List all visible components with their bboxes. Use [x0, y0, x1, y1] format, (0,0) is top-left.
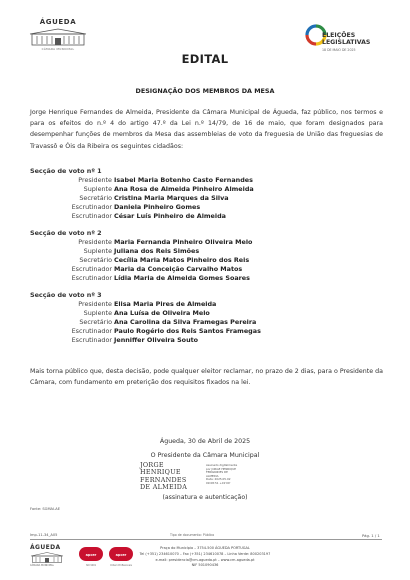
- footer-nif: NIF 501090436: [191, 563, 219, 568]
- document-code: Imp-11-34_A05: [30, 533, 58, 537]
- member-name: Ana Rosa de Almeida Pinheiro Almeida: [114, 185, 254, 193]
- member-role: Escrutinador: [71, 265, 112, 273]
- member-role: Suplente: [83, 309, 112, 317]
- member-row: [30, 212, 254, 221]
- member-role: Secretário: [79, 256, 112, 264]
- signature-block: [0, 436, 410, 461]
- polling-section-3: [30, 291, 261, 345]
- member-row: [30, 247, 252, 256]
- member-name: Jenniffer Oliveira Souto: [114, 336, 199, 344]
- signature-meta-line: por JORGE HENRIQUE: [206, 466, 237, 471]
- footer-divider: [30, 539, 382, 540]
- signature-name-line: HENRIQUE: [140, 468, 181, 477]
- signature-meta-line: Data: 2025.05.02: [206, 477, 231, 482]
- member-row: [30, 256, 252, 265]
- polling-section-1: [30, 167, 254, 221]
- town-hall-icon: [28, 28, 88, 46]
- elections-logo-line1: ELEIÇÕES: [322, 32, 356, 39]
- member-role: Presidente: [78, 238, 112, 246]
- section-title: Secção de voto nº 3: [30, 291, 102, 299]
- place-and-date: Águeda, 30 de Abril de 2025: [159, 438, 251, 445]
- footer-logo-name: ÁGUEDA: [30, 544, 61, 551]
- apcer-subtitle: Ordem Profissionais: [110, 564, 132, 567]
- elections-logo-line2: LEGISLATIVAS: [322, 39, 371, 46]
- member-role: Escrutinador: [71, 336, 112, 344]
- signature-name-line: JORGE: [140, 461, 164, 469]
- signature-meta-line: Assinado digitalmente: [206, 463, 238, 467]
- member-name: Lídia Maria de Almeida Gomes Soares: [114, 274, 250, 282]
- apcer-label: apcer: [115, 553, 127, 557]
- member-name: Maria da Conceição Carvalho Matos: [114, 265, 243, 273]
- member-role: Secretário: [79, 194, 112, 202]
- page-number: Pág. 1 / 1: [362, 533, 380, 538]
- section-title: Secção de voto nº 1: [30, 167, 102, 175]
- member-row: [30, 309, 261, 318]
- closing-paragraph: Mais torna público que, desta decisão, pode qualquer eleitor reclamar, no prazo de 2 dias, para o Presidente da Câmara, com fundamento em preterição dos requisitos fixados na lei.: [30, 368, 383, 387]
- member-name: Paulo Rogério dos Reis Santos Framegas: [114, 327, 261, 335]
- member-role: Presidente: [78, 300, 112, 308]
- document-title: EDITAL: [181, 52, 229, 66]
- member-row: [30, 194, 254, 203]
- signature-meta-line: ALMEIDA: [206, 473, 219, 478]
- member-role: Escrutinador: [71, 274, 112, 282]
- member-name: Cristina Maria Marques da Silva: [114, 194, 229, 202]
- signer-role: O Presidente da Câmara Municipal: [150, 452, 260, 459]
- member-row: [30, 318, 261, 327]
- signature-metadata: [206, 464, 276, 486]
- member-name: Isabel Maria Botenho Casto Fernandes: [114, 176, 253, 184]
- member-row: [30, 176, 254, 185]
- footer-address: Praça do Município – 3754-500 ÁGUEDA PORTUGAL: [160, 546, 250, 550]
- signature-meta-line: 09:08:51 +01'00': [206, 480, 231, 485]
- member-name: Ana Carolina da Silva Framegas Pereira: [114, 318, 257, 326]
- member-name: César Luís Pinheiro de Almeida: [114, 212, 226, 220]
- footer-web: e-mail: presidencia@cm-agueda.pt – www.cm-agueda.pt: [155, 557, 255, 562]
- member-name: Juliana dos Reis Simões: [114, 247, 200, 255]
- section-title: Secção de voto nº 2: [30, 229, 102, 237]
- footer-logo-subtitle: CÂMARA MUNICIPAL: [30, 564, 54, 567]
- member-role: Escrutinador: [71, 212, 112, 220]
- agueda-logo-name: ÁGUEDA: [39, 18, 77, 26]
- polling-section-2: [30, 229, 252, 283]
- digital-signature: [140, 462, 280, 494]
- apcer-subtitle: ISO 9001: [85, 564, 97, 567]
- signature-name: [140, 462, 202, 492]
- member-role: Escrutinador: [71, 203, 112, 211]
- member-row: [30, 274, 252, 283]
- footer-phones: Tel (+351) 234610070 – Fax (+351) 234610078 – Linha Verde: 800203197: [139, 551, 271, 556]
- intro-paragraph: Jorge Henrique Fernandes de Almeida, Presidente da Câmara Municipal de Águeda, faz público, nos termos e para os efeitos do n.º 4 do artigo 47.º da Lei n.º 14/79, de 16 de maio, que foram designados para desempenhar funções de membros da Mesa das assembleias de voto da freguesia de União das freguesias de Travassô e Óis da Ribeira os seguintes cidadãos:: [30, 109, 383, 150]
- signature-name-line: DE ALMEIDA: [140, 483, 188, 492]
- member-row: [30, 238, 252, 247]
- signature-note: (assinatura e autenticação): [162, 494, 248, 501]
- agueda-logo: [28, 18, 88, 51]
- member-role: Suplente: [83, 247, 112, 255]
- member-name: Maria Fernanda Pinheiro Oliveira Melo: [114, 238, 253, 246]
- member-name: Daniela Pinheiro Gomes: [114, 203, 201, 211]
- member-row: [30, 327, 261, 336]
- member-role: Secretário: [79, 318, 112, 326]
- elections-logo-text: [322, 32, 370, 46]
- agueda-logo-subtitle: CÂMARA MUNICIPAL: [41, 47, 75, 51]
- member-role: Suplente: [83, 185, 112, 193]
- member-name: Elisa Maria Pires de Almeida: [114, 300, 217, 308]
- member-role: Escrutinador: [71, 327, 112, 335]
- member-row: [30, 265, 252, 274]
- member-role: Presidente: [78, 176, 112, 184]
- footer-contacts: [0, 546, 410, 569]
- member-row: [30, 203, 254, 212]
- elections-logo-date: 18 DE MAIO DE 2025: [322, 48, 356, 52]
- source-note: Fonte: SGMAI-AE: [30, 507, 61, 511]
- member-row: [30, 185, 254, 194]
- document-classification: Tipo de documento: Público: [170, 533, 215, 537]
- document-subtitle: DESIGNAÇÃO DOS MEMBROS DA MESA: [135, 87, 275, 95]
- apcer-label: apcer: [85, 553, 97, 557]
- signature-meta-line: FERNANDES DE: [206, 470, 228, 475]
- member-row: [30, 300, 261, 309]
- signature-name-line: FERNANDES: [140, 475, 187, 484]
- member-row: [30, 336, 261, 345]
- member-name: Ana Luísa de Oliveira Melo: [114, 309, 210, 317]
- member-name: Cecília Maria Matos Pinheiro dos Reis: [114, 256, 250, 264]
